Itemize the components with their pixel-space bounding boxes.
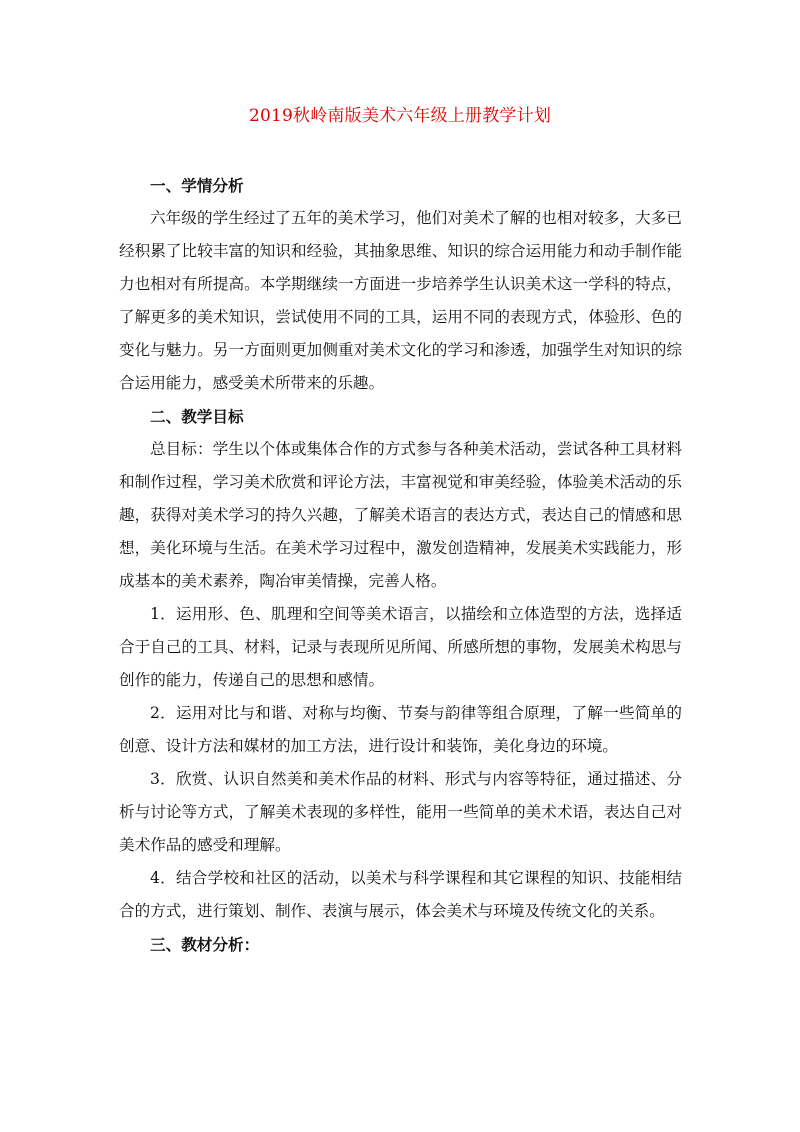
- section-heading: 二、教学目标: [150, 407, 244, 426]
- goal-item: 2．运用对比与和谐、对称与均衡、节奏与韵律等组合原理，了解一些简单的创意、设计方法和媒材的加工方法，进行设计和装饰，美化身边的环境。: [119, 704, 682, 755]
- document-title: 2019秋岭南版美术六年级上册教学计划: [248, 106, 552, 126]
- section-student-analysis: [119, 169, 682, 400]
- section-textbook-analysis: [119, 928, 682, 961]
- paragraph: 六年级的学生经过了五年的美术学习，他们对美术了解的也相对较多，大多已经积累了比较丰富的知识和经验，其抽象思维、知识的综合运用能力和动手制作能力也相对有所提高。本学期继续一方面进一步培养学生认识美术这一学科的特点，了解更多的美术知识，尝试使用不同的工具，运用不同的表现方式，体验形、色的变化与魅力。另一方面则更加侧重对美术文化的学习和渗透，加强学生对知识的综合运用能力，感受美术所带来的乐趣。: [119, 209, 682, 392]
- section-heading: 一、学情分析: [150, 176, 244, 195]
- goal-item: 3．欣赏、认识自然美和美术作品的材料、形式与内容等特征，通过描述、分析与讨论等方式，了解美术表现的多样性，能用一些简单的美术术语，表达自己对美术作品的感受和理解。: [119, 770, 682, 854]
- goal-item: 4．结合学校和社区的活动，以美术与科学课程和其它课程的知识、技能相结合的方式，进行策划、制作、表演与展示，体会美术与环境及传统文化的关系。: [119, 869, 682, 920]
- document-body: [119, 169, 682, 961]
- goal-item: 1．运用形、色、肌理和空间等美术语言，以描绘和立体造型的方法，选择适合于自己的工具、材料，记录与表现所见所闻、所感所想的事物，发展美术构思与创作的能力，传递自己的思想和感情。: [119, 605, 682, 689]
- section-heading: 三、教材分析：: [150, 935, 260, 954]
- paragraph: 总目标：学生以个体或集体合作的方式参与各种美术活动，尝试各种工具材料和制作过程，学习美术欣赏和评论方法，丰富视觉和审美经验，体验美术活动的乐趣，获得对美术学习的持久兴趣，了解美术语言的表达方式，表达自己的情感和思想，美化环境与生活。在美术学习过程中，激发创造精神，发展美术实践能力，形成基本的美术素养，陶冶审美情操，完善人格。: [119, 440, 682, 590]
- section-teaching-goals: [119, 400, 682, 928]
